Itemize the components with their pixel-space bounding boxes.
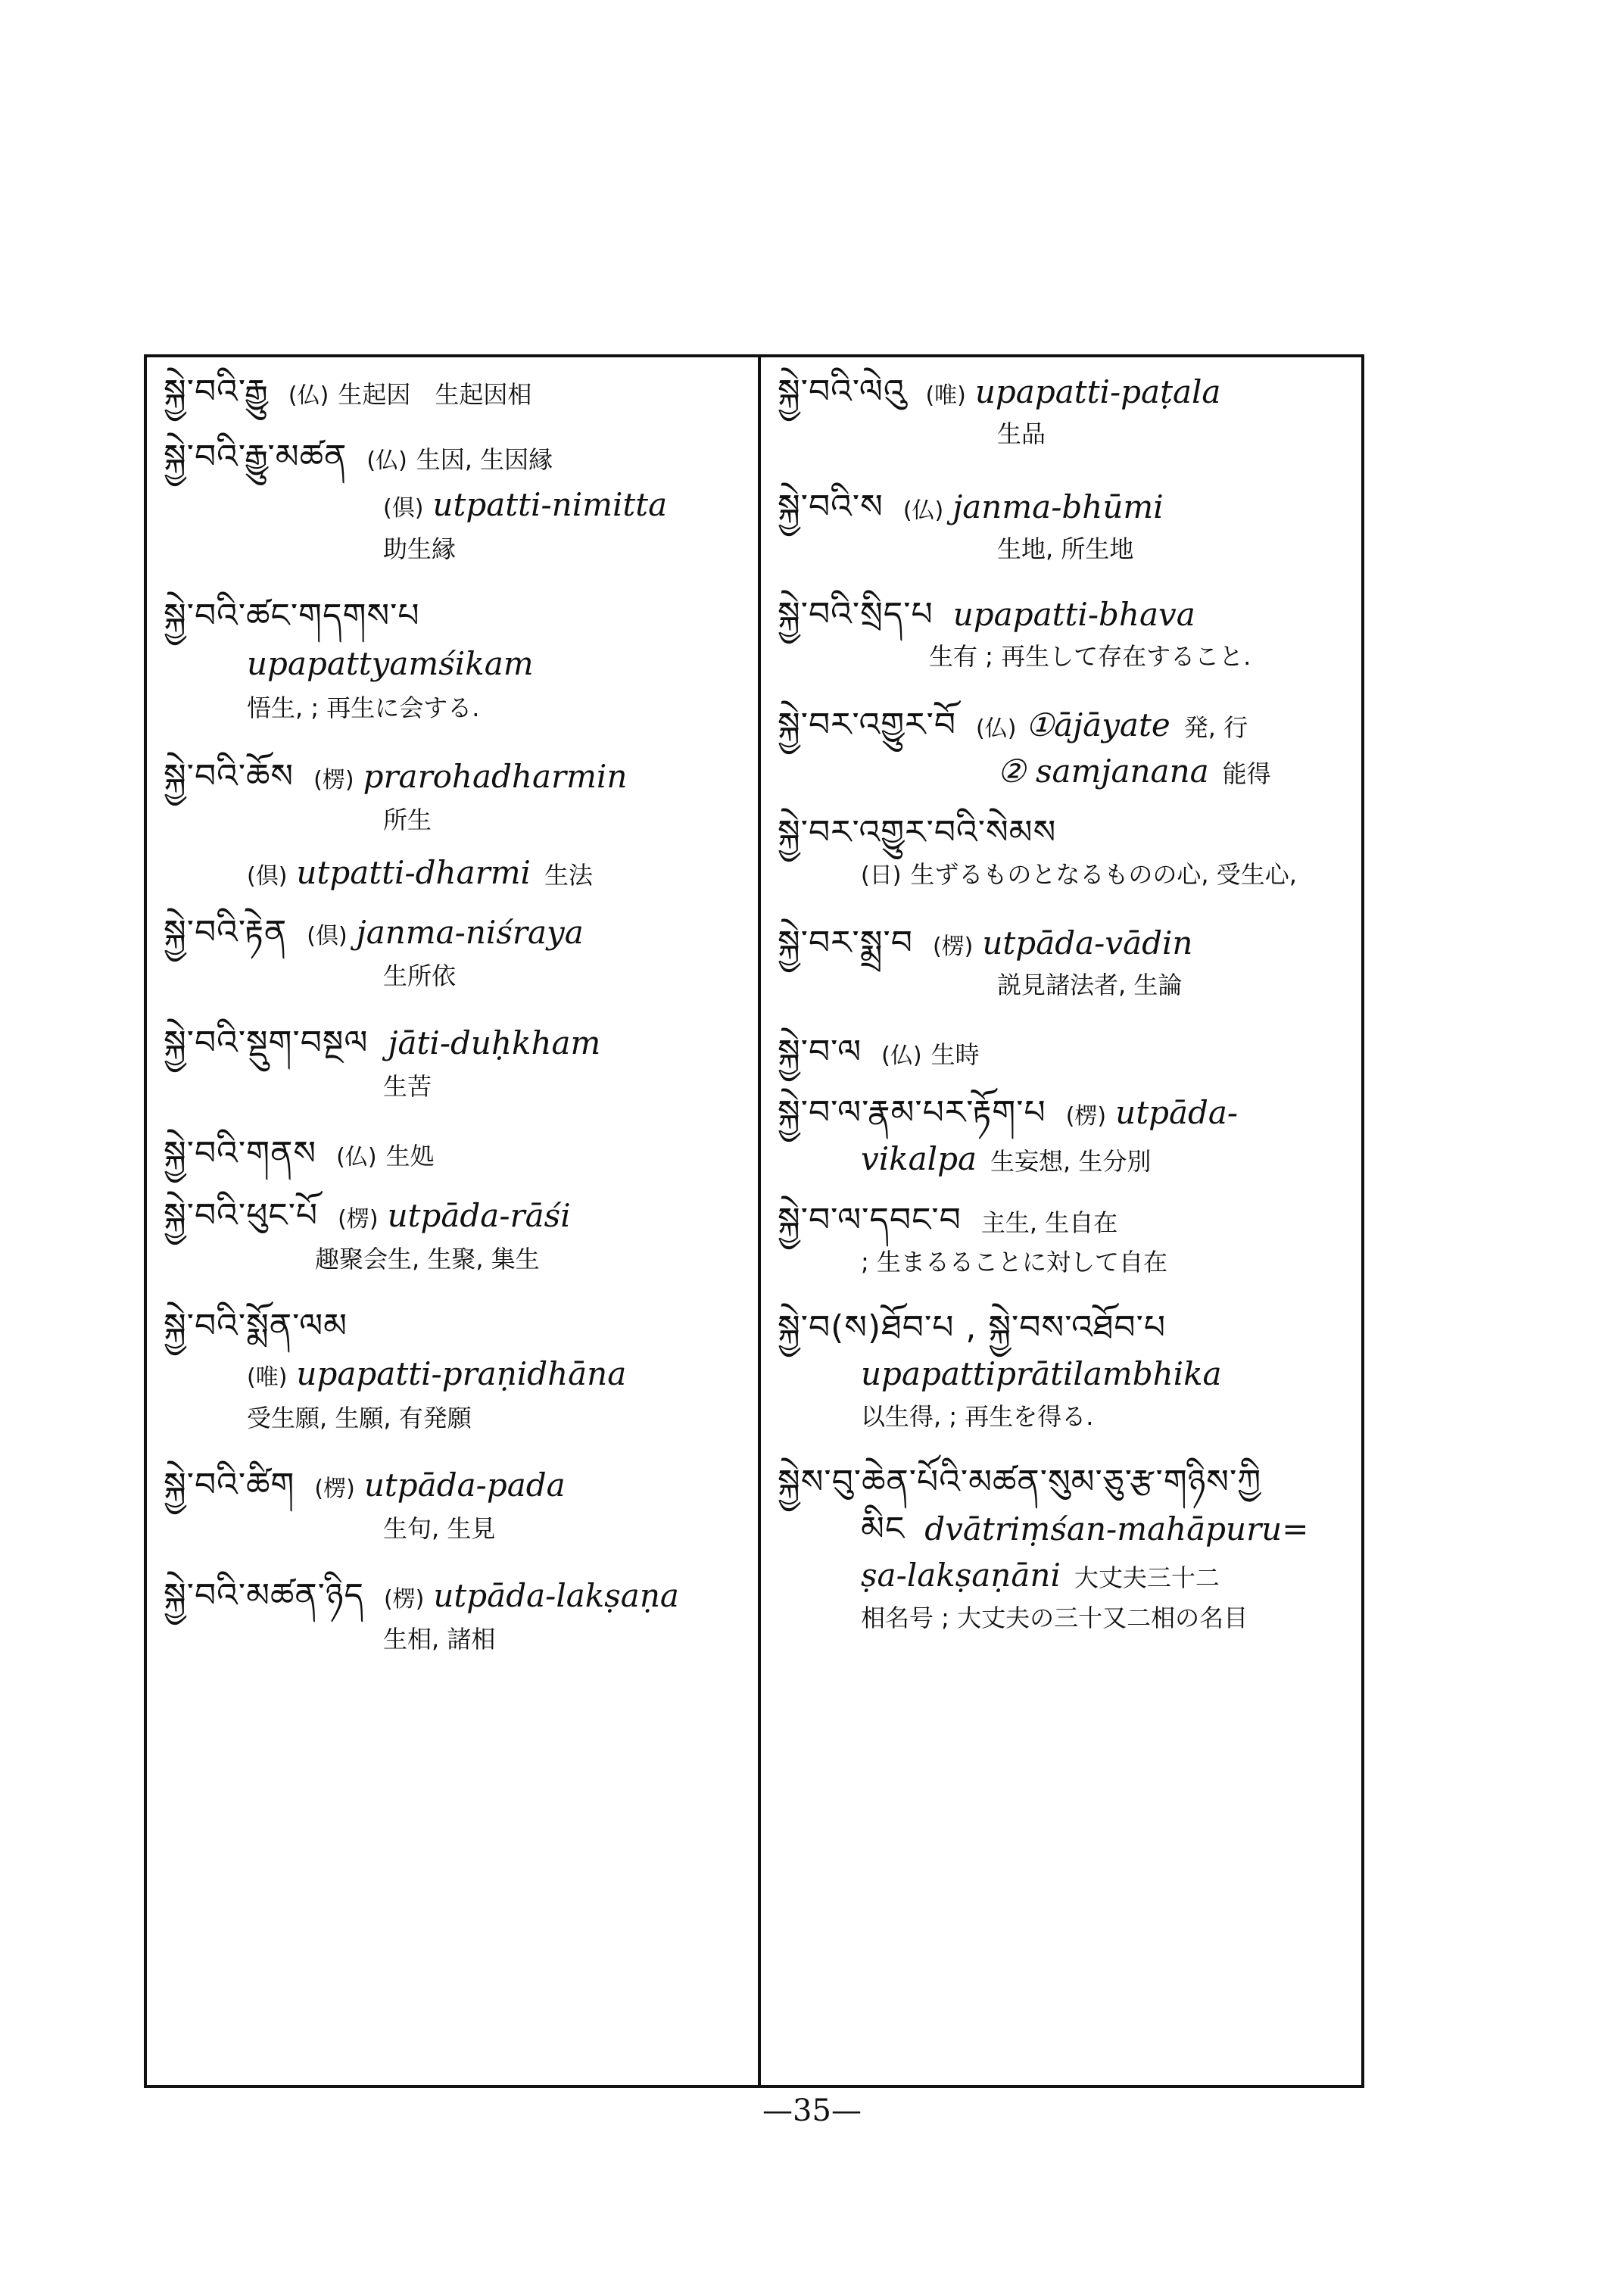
- source-tag: (日): [861, 862, 902, 889]
- sanskrit-term: janma-bhūmi: [952, 488, 1164, 525]
- entry-line: [778, 1463, 1348, 1510]
- japanese-gloss: 趣聚会生, 生聚, 集生: [315, 1245, 540, 1273]
- sanskrit-term: vikalpa: [861, 1140, 977, 1177]
- dictionary-entry: [778, 488, 1348, 581]
- entry-line: [164, 486, 744, 535]
- tibetan-term: སྐྱེ་བ་ལ་རྣམ་པར་རྟོག་པ: [778, 1093, 1046, 1132]
- entry-line: [164, 535, 744, 583]
- entry-line: [778, 753, 1348, 799]
- dictionary-entry: [778, 372, 1348, 466]
- entry-line: [778, 1201, 1348, 1248]
- entry-line: [164, 854, 744, 902]
- entry-line: [778, 1355, 1348, 1402]
- japanese-gloss: 所生: [383, 806, 432, 834]
- tibetan-term: སྐྱེ་བའི་སྡུག་བསྔལ: [164, 1024, 369, 1062]
- entry-line: [164, 597, 744, 645]
- sanskrit-term: upapatti-paṭala: [974, 373, 1221, 410]
- tibetan-term: སྐྱེས་བུ་ཆེན་པོའི་མཚན་སུམ་ཅུ་རྩ་གཉིས་ཀྱི: [778, 1463, 1262, 1501]
- dictionary-entry: [778, 1308, 1348, 1449]
- entry-line: [164, 693, 744, 742]
- tibetan-term: སྐྱེ་བ་ལ: [778, 1033, 862, 1071]
- entry-line: [778, 1402, 1348, 1449]
- entry-line: [164, 1245, 744, 1293]
- japanese-gloss: 生品: [997, 419, 1046, 448]
- japanese-gloss: 生有 ; 再生して存在すること.: [929, 642, 1252, 671]
- sanskrit-term: upapattiprātilambhika: [861, 1355, 1222, 1392]
- japanese-gloss: 生起因 生起因相: [338, 380, 532, 409]
- dictionary-entry: [778, 1463, 1348, 1650]
- source-tag: (倶): [247, 863, 288, 890]
- sanskrit-term: utpatti-nimitta: [432, 486, 668, 523]
- source-tag: (楞): [1065, 1103, 1107, 1130]
- entry-line: [164, 1514, 744, 1563]
- dictionary-entry: [778, 595, 1348, 689]
- dictionary-entry: [778, 1093, 1348, 1187]
- source-tag: (仏): [288, 382, 329, 409]
- tibetan-term: སྐྱེ་བའི་ཕུང་པོ: [164, 1196, 319, 1235]
- sanskrit-term: prarohadharmin: [363, 758, 628, 795]
- tibetan-term: སྐྱེ་བའི་རྒྱུ: [164, 372, 269, 411]
- entry-line: [164, 1625, 744, 1673]
- dictionary-entry: [778, 1201, 1348, 1295]
- source-tag: (楞): [338, 1206, 379, 1233]
- tibetan-term: སྐྱེ་བའི་ཆོས: [164, 757, 295, 796]
- entry-line: [778, 372, 1348, 419]
- entry-line: [778, 1604, 1348, 1650]
- entry-line: [778, 419, 1348, 466]
- tibetan-term: སྐྱེ་བའི་ས: [778, 488, 884, 526]
- dictionary-entry: [164, 372, 744, 421]
- source-tag: (倶): [383, 495, 424, 522]
- source-tag: (倶): [307, 923, 348, 949]
- japanese-gloss: 発, 行: [1183, 713, 1248, 742]
- japanese-gloss: 悟生, ; 再生に会する.: [247, 693, 480, 722]
- entry-line: [778, 971, 1348, 1018]
- sanskrit-term: ①ājāyate: [1025, 706, 1170, 743]
- entry-line: [778, 706, 1348, 753]
- japanese-gloss: 生句, 生見: [383, 1514, 496, 1543]
- dictionary-entry: [164, 913, 744, 1010]
- entry-line: [778, 642, 1348, 689]
- sanskrit-term: utpāda-lakṣaṇa: [433, 1577, 679, 1614]
- japanese-gloss: 生苦: [383, 1072, 432, 1101]
- source-tag: (唯): [247, 1364, 288, 1391]
- sanskrit-term: upapatti-bhava: [952, 596, 1195, 633]
- sanskrit-term: upapatti-praṇidhāna: [296, 1355, 627, 1392]
- sanskrit-term: utpāda-rāśi: [387, 1197, 571, 1234]
- entry-line: [164, 757, 744, 806]
- source-tag: (仏): [336, 1144, 377, 1170]
- dictionary-entry: [164, 1134, 744, 1183]
- tibetan-term: སྐྱེ་བ་ལ་དབང་བ: [778, 1201, 962, 1239]
- japanese-gloss: 生地, 所生地: [997, 535, 1134, 563]
- entry-line: [778, 860, 1348, 907]
- japanese-gloss: 生所依: [383, 962, 457, 990]
- source-tag: (楞): [314, 1476, 355, 1502]
- sanskrit-term: utpāda-pada: [363, 1466, 566, 1504]
- page-number: —35—: [762, 2093, 862, 2128]
- entry-line: [164, 1307, 744, 1355]
- entry-line: [164, 438, 744, 486]
- entry-line: [164, 1404, 744, 1452]
- tibetan-term: སྐྱེ་བའི་རྟེན: [164, 913, 288, 952]
- japanese-gloss: 生妄想, 生分別: [990, 1147, 1152, 1176]
- entry-line: [778, 924, 1348, 971]
- tibetan-term: སྐྱེ་བའི་ལེའུ: [778, 372, 906, 411]
- entry-line: [778, 1248, 1348, 1295]
- dictionary-entry: [164, 1466, 744, 1563]
- dictionary-entry: [164, 757, 744, 902]
- entry-line: [164, 806, 744, 854]
- japanese-gloss: 生処: [385, 1142, 435, 1170]
- tibetan-term: སྐྱེ་བའི་སྨོན་ལམ: [164, 1307, 348, 1345]
- left-column: [147, 357, 758, 2085]
- entry-line: [164, 372, 744, 421]
- right-column: [758, 357, 1361, 2085]
- dictionary-entry: [778, 813, 1348, 907]
- source-tag: (仏): [881, 1043, 922, 1069]
- entry-line: [164, 1466, 744, 1514]
- japanese-gloss: ; 生まるることに対して自在: [861, 1248, 1167, 1276]
- entry-line: [778, 535, 1348, 581]
- dictionary-entry: [164, 1024, 744, 1121]
- tibetan-term: སྐྱེ་བར་འགྱུར་བའི་སེམས: [778, 813, 1057, 852]
- sanskrit-term: ② samjanana: [997, 753, 1209, 790]
- entry-line: [778, 1557, 1348, 1604]
- dictionary-entry: [164, 1307, 744, 1452]
- source-tag: (仏): [902, 497, 944, 524]
- dictionary-entry: [164, 1196, 744, 1293]
- entry-line: [164, 1355, 744, 1404]
- japanese-gloss: 主生, 生自在: [980, 1208, 1118, 1237]
- japanese-gloss: 大丈夫三十二: [1074, 1563, 1220, 1592]
- tibetan-term: སྐྱེ་བའི་ཚིག: [164, 1466, 295, 1504]
- tibetan-term: སྐྱེ་བའི་སྲིད་པ: [778, 595, 934, 634]
- tibetan-term: མིང: [861, 1510, 906, 1548]
- sanskrit-term: utpāda-vādin: [982, 924, 1193, 962]
- dictionary-frame: [144, 354, 1364, 2088]
- entry-line: [164, 1072, 744, 1121]
- entry-line: [164, 1024, 744, 1072]
- tibetan-term: སྐྱེ་བའི་ཚང་གདགས་པ: [164, 597, 420, 635]
- source-tag: (唯): [925, 382, 966, 409]
- tibetan-term: སྐྱེ་བར་སྨྲ་བ: [778, 924, 913, 962]
- sanskrit-term: dvātriṃśan-mahāpuru=: [924, 1510, 1309, 1548]
- sanskrit-term: jāti-duḥkham: [388, 1024, 601, 1061]
- japanese-gloss: 相名号 ; 大丈夫の三十又二相の名目: [861, 1604, 1248, 1632]
- entry-line: [778, 1308, 1348, 1355]
- sanskrit-term: upapattyamśikam: [247, 645, 534, 682]
- tibetan-term: སྐྱེ་བའི་རྒྱུ་མཚན: [164, 438, 348, 476]
- tibetan-term: སྐྱེ་བའི་མཚན་ཉིད: [164, 1576, 364, 1615]
- japanese-gloss: 生因, 生因縁: [416, 445, 553, 474]
- dictionary-entry: [164, 438, 744, 583]
- entry-line: [164, 1134, 744, 1183]
- entry-line: [778, 1093, 1348, 1140]
- dictionary-entry: [164, 597, 744, 742]
- entry-line: [164, 962, 744, 1010]
- source-tag: (仏): [976, 715, 1017, 742]
- dictionary-entry: [778, 924, 1348, 1018]
- japanese-gloss: 生相, 諸相: [383, 1625, 496, 1653]
- dictionary-entry: [164, 1576, 744, 1673]
- source-tag: (楞): [313, 767, 354, 793]
- sanskrit-term: utpāda-: [1115, 1094, 1239, 1131]
- japanese-gloss: 以生得, ; 再生を得る.: [861, 1402, 1094, 1431]
- entry-line: [164, 1576, 744, 1625]
- source-tag: (仏): [366, 447, 407, 474]
- tibetan-term: སྐྱེ་བའི་གནས: [164, 1134, 317, 1173]
- japanese-gloss: 受生願, 生願, 有発願: [247, 1404, 472, 1432]
- tibetan-term: སྐྱེ་བར་འགྱུར་བོ: [778, 706, 957, 744]
- entry-line: [778, 595, 1348, 642]
- source-tag: (楞): [932, 933, 974, 960]
- dictionary-entry: [778, 1033, 1348, 1080]
- japanese-gloss: 能得: [1222, 759, 1271, 788]
- sanskrit-term: janma-niśraya: [356, 914, 584, 951]
- japanese-gloss: 生法: [544, 861, 593, 890]
- entry-line: [778, 1510, 1348, 1557]
- dictionary-entry: [778, 706, 1348, 799]
- sanskrit-term: utpatti-dharmi: [296, 854, 531, 891]
- entry-line: [778, 1033, 1348, 1080]
- entry-line: [778, 813, 1348, 860]
- japanese-gloss: 生ずるものとなるものの心, 受生心,: [910, 860, 1297, 889]
- entry-line: [164, 1196, 744, 1245]
- sanskrit-term: ṣa-lakṣaṇāni: [861, 1557, 1061, 1594]
- entry-line: [164, 645, 744, 693]
- entry-line: [164, 913, 744, 962]
- japanese-gloss: 助生縁: [383, 535, 457, 563]
- entry-line: [778, 488, 1348, 535]
- japanese-gloss: 生時: [930, 1040, 980, 1069]
- entry-line: [778, 1140, 1348, 1187]
- tibetan-term: སྐྱེ་བ(ས)ཐོབ་པ , སྐྱེ་བས་འཐོབ་པ: [778, 1308, 1167, 1347]
- source-tag: (楞): [383, 1586, 425, 1613]
- japanese-gloss: 説見諸法者, 生論: [997, 971, 1183, 999]
